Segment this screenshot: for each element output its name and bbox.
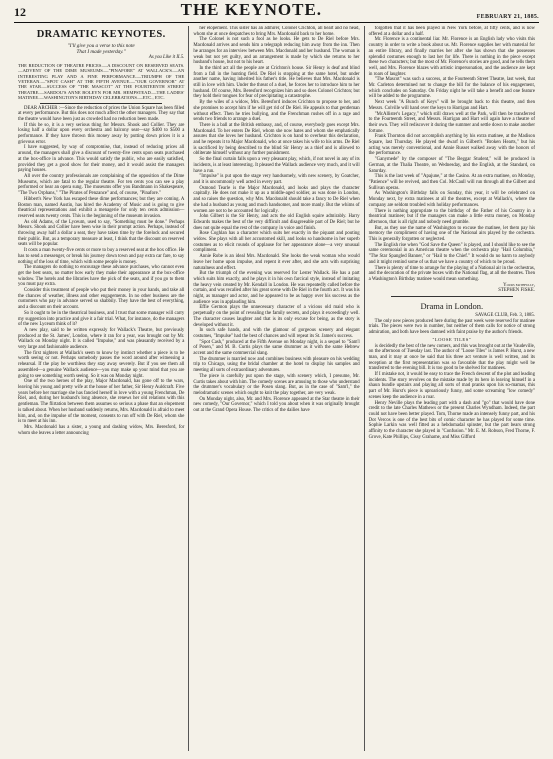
letter-signature: STEPHEN FISKE. — [498, 288, 535, 294]
subheading: "LOOSE TILES" — [432, 336, 472, 342]
london-body-continued — [369, 344, 535, 441]
paragraph: Mr. Florence is a continental liar. Mr. Florence is an English lady who visits this country in order to write a book about us. Mr. Florence supplies her with material for an entire library, and finally marries her after she has shown that she possesses splendid costumes enough to last her for life. There is nothing in the piece except these two characters; but the most of Mr. Florence's stories are good, and he tells them well, and Mrs. Florence blazes with artistic impersonation, and the audience are kept in roars of laughter. — [368, 37, 535, 77]
paragraph: Annie Robe is an ideal Mrs. Macdonald. She looks the weak woman who would leave her home upon impulse, and repent it ever after, and she acts with surprising naturalness and effect. — [193, 254, 360, 271]
paragraph: The English rise when "God Save the Queen" is played, and I should like to see the same ceremonial in an American theatre when the orchestra play "Hail Columbia," "The Star Spangled Banner," or "Hail to the Chief." It would do no harm to anybody and it might remind some of us that we have a country of which to be proud. — [368, 242, 535, 265]
paragraph: is decidedly the best of the new comers, and this was brought out at the Vaudeville, on the afternoon of Tuesday last. The author of "Loose Tiles" is James P. Hurst, a new man, and it may at once be said that his three act venture is well written, and its reception at the first representation was so favorable that the play might well be transferred to the evening bill. It is too good to be shelved for matinees. — [368, 343, 535, 372]
paragraph: Effie Germon plays the unnecessary character of a vicious old maid who is perpetually on the point of revealing the family secrets, and plays it exceedingly well. The character causes laughter and that is its only excuse for being, as the story is developed without it. — [193, 305, 360, 328]
paragraph: her elopement. This sister has an admirer, Colonel Crichton, all heart and no head, whom she at once despatches to bring Mrs. Macdonald back to her home. — [193, 26, 360, 37]
epigraph-line: That I made yesterday." — [76, 49, 126, 55]
column-3 — [364, 26, 539, 751]
column-2 — [188, 26, 363, 751]
paragraph: There is a ball at the British embassy, and, of course, everybody goes except Mrs. Macdonald. To her enters De Riel, whom she now hates and whom she emphatically assures that she loves her husband. Crichton is on hand to overhear this declaration, and he repeats it to Major Macdonald, who at once takes his wife to his arms. De Riel is sacrificed by being described to the blind Sir Henry as a thief and is allowed to obliterate himself without any further punishment. — [193, 122, 360, 157]
paragraph: Frank Thornton did not accomplish anything by his extra matinee, at the Madison Square, last Thursday. He played the dwarf in Gilbert's "Broken Hearts," but his acting was merely conventional, and Annie Russet walked away with the honors of the performance. — [368, 134, 535, 157]
paragraph: The drummer is married now and combines business with pleasure on his wedding trip to Chicago, using the bridal chamber at the hotel to display his samples and meeting all sorts of extraordinary adventures. — [193, 356, 360, 374]
paragraph: In such safe hands, and with the glamour of gorgeous scenery and elegant costumes, "Impulse" had the best of chances and will repeat its St. James's success. — [193, 328, 360, 339]
paragraph: DEAR ARCHER :—Since the reduction of prices the Union Square has been filled at every performance. But this does not much affect the other managers. They say that the theatre would have been just as crowded had no reduction been made. — [18, 105, 185, 122]
paragraph: "The Mascot" was such a success, at the Fourteenth Street Theatre, last week, that Mr. Carleton determined not to change the bill for the balance of his engagement, which concludes on Saturday. On Friday night he will take a benefit and one feature will be added to the programme. — [368, 77, 535, 100]
column-1-body — [18, 106, 184, 437]
paragraph: There is nothing appropriate to the birthday of the Father of his Country in a theatrical matinee; but if the managers can make a little extra money, on Monday afternoon, that is all right and nobody need grumble. — [368, 208, 535, 225]
paragraph: "McAllister's Legacy," which still draws well at the Park, will then be transferred to the Fourteenth Street, and Messrs. Harrigan and Hart will again have a theatre of their own. They will rediscover it during the summer and settle down to make another fortune. — [368, 111, 535, 134]
section-title: DRAMATIC KEYNOTES. — [36, 29, 166, 40]
epigraph-line: "I'll give you a verse to this note — [67, 43, 135, 49]
paragraph: John Gilbert is the Sir Henry, and acts the old English squire admirably. Harry Edwards makes the best of the very difficult and disagreeable part of De Riel; but he does not quite equal the rest of the company in voice and finish. — [193, 214, 360, 231]
section-title-drama-in-london: Drama in London. — [420, 301, 484, 312]
paragraph: "Spot Cash," produced at the Fifth Avenue on Monday night, is a sequel to "Sam'l of Posen," and M. B. Curtis plays the same drummer as it with the same Hebrew accent and the same commercial slang. — [193, 339, 360, 357]
paragraph: If I mistake not, it would be easy to trace the French descent of the plot and leading incidents. The story revolves on the mistake made by its hero in leaving himself in a shaun bundle upstairs and playing all sorts of mad pranks upon his so-mamas, this part of Mr. Hurst's piece is uproariously funny, and some screaming "low comedy" scenes keep the audience in a roar. — [368, 372, 535, 400]
issue-date: FEBRUARY 21, 1885. — [476, 14, 539, 20]
paragraph: "Impulse" is put upon the stage very handsomely, with new scenery, by Goatcher, and it is uncommonly well acted in every part. — [193, 174, 360, 185]
paragraph: Rose Coghlan has a character which suits her exactly in the piquant and pouting widow. She plays with all her accustomed skill, and looks so handsome in her superb costumes as to elicit rounds of applause for her appearance alone—a very unusual compliment. — [193, 231, 360, 254]
paragraph: In the third act all the people are at Crichton's house. Sir Henry is deaf and blind from a fall in the hunting field. De Riel is stopping at the same hotel, but under another name, having inherited his father's title. He believes that Mrs. Macdonald is still in love with him. Under the threat of a duel, he forces her to introduce him to her husband. Of course, Mrs. Beresford recognizes him and so does Colonel Crichton; but they hold their tongues for fear of precipitating a catastrophe. — [193, 65, 360, 100]
paragraph: Mrs. Macdonald has a sister, a young and dashing widow, Mrs. Beresford, for whom she leaves a letter announcing — [18, 424, 185, 436]
paragraph: So it ought to be in the theatrical business, and I trust that some manager will carry my suggestion into practice and give it a fair trial. What, for instance, do the managers of the new Lyceum think of it? — [18, 310, 185, 328]
paragraph: Hibbert's New York has escaped these dime performances; but they are coming. A Boston man, named Austin, has hired the Academy of Music and is going to give theatrical representations and exhibit a menagerie for only ten cents admission—reserved seats twenty cents. This is the beginning of the museum invasion. — [18, 196, 185, 219]
london-body — [369, 319, 535, 336]
paragraph: On Monday night, also, Mr. and Mrs. Florence appeared at the Star theatre in their new comedy, "Our Governor," which I told you about when it was originally brought out at the Grand Opera House. The critics of the dailies have — [193, 396, 360, 414]
paragraph: All over the country professionals are complaining of the opposition of the Dime Museums, which are fatal to the regular theatre. For ten cents you can see a play performed or hear an opera sung. The museums offer you Bandmann in Shakespeare, "The Two Orphans," "The Pirates of Penzance" and, of course, "Pinafore." — [18, 173, 185, 197]
paragraph: Henry Neville plays the leading part with a dash and "go" that would have done credit to the late Charles Mathews or the present Charles Wyndham. Indeed, the part could not have been better played. Tom, Thorne made an intensely funny part, and his Dot Vercos is one of the best bits of comic character he has played for some time. Sophie Larkin was well fitted as a hebdomadal spinster, but the part bears strong affinity to the character she played in "Confusion." Mr. E. M. Robson, Fred Thorne, F. Grove, Kate Phillips, Cissy Grahame, and Miss Gifford — [368, 400, 535, 440]
paragraph: The Colonel is not such a fool as he looks. He gets to De Riel before Mrs. Macdonald arrives and sends him a telegraph reducing him away from the inn. Then he arranges for an interview between Mrs. Macdonald and her husband. The woman is weak but not yet guilty, and an arrangement is made by which she returns to her husband's house, but not to his heart. — [193, 37, 360, 66]
section-summary: THE REDUCTION OF THEATRE PRICES.—A DISCOUNT ON RESERVED SEATS.—ADVENT OF THE DIME MUSEUMS.—"PINAFORE" AT WALLACK'S.—AN INTERESTING PLAY AND A FINE PERFORMANCE.—TRIUMPH OF THE VETERAN.—"SPOT CASH" AT THE FIFTH AVENUE.—"OUR GOVERNOR" AT THE STAR.—SUCCESS OF "THE MASCOT" AT THE FOURTEENTH STREET THEATRE.—SARDOU'S ANNE BOLEYN FOR MR. HEMPSTEAD.—THE LADIES' MATINEE.—WASHINGTON'S BIRTHDAY CELEBRATIONS.—ETC., ETC. — [18, 62, 185, 101]
page-number: 12 — [14, 5, 26, 19]
paragraph: The only new pieces produced here during the past week were reserved for matinee trials. The pieces were two in number, but neither of them calls for notice of strong admiration, and both have been damned with faint praise by the author's friends. — [368, 318, 535, 336]
epigraph-source: As you Like it II.5. — [148, 55, 185, 60]
paragraph: Next week "A Bunch of Keys" will be brought back to this theatre, and then Messrs. Colville will hand over the keys to Harrigan and Hart. — [368, 100, 535, 111]
paragraph: A new play, said to be written expressly for Wallack's Theatre, but previously produced at the St. James', London, where it ran for a year, was brought out by Mr. Wallack on Monday night. It is called "Impulse," and was pleasantly received by a very large and fashionable audience. — [18, 327, 185, 351]
paragraph: It costs a man twenty-five cents or more to buy a reserved seat at the box office. He has to send a messenger, or break his journey down town and pay extra car fare, to say nothing of the loss of time, which with some people is money. — [18, 248, 185, 265]
newspaper-title: THE KEYNOTE. — [180, 0, 323, 19]
paragraph: Osmond Tearle is the Major Macdonald, and looks and plays the character capitally. He does not make it up as a middle-aged soldier, as was done in London, and so raises the question, why Mrs. Macdonald should take a fancy to De Riel when she had a husband as young and much handsomer, and more manly. But the whims of women are not to be accounted for logically. — [193, 185, 360, 214]
paragraph: Consider this treatment of people who put their money in your hands, and take all the chances of weather, illness and other engagements. In no other business are the customers who pay in advance served so shabbily. They have the best of everything, and a discount on their account. — [18, 288, 185, 311]
paragraph: If this be so, it is a very serious thing for Messrs. Shook and Collier. They are losing half a dollar upon every orchestra and balcony seat—say $400 to $500 a performance. If they have thrown this money away by putting down prices it is a grievous error. — [18, 122, 185, 145]
column-1 — [14, 26, 188, 751]
paragraph: This is the last week of "Apajune," at the Casino. At an extra matinee, on Monday, "Patience" will be revived, and then Col. McCaull will run through all the Gilbert and Sullivan operas. — [368, 174, 535, 191]
letter-closing: Yours faithfully, — [503, 282, 535, 288]
paragraph: But the triumph of the evening was reserved for Lester Wallack. He has a part which suits him exactly, and he plays it in his own farcical style, instead of imitating the heavy vein created by Mr. Kendall in London. He was repeatedly called before the curtain, and was recalled after his great scene with De Riel in the fourth act. It was his night, as manager and actor, and he appeared to be as happy over his success as the audience was in applauding him. — [193, 271, 360, 305]
column-3-body — [369, 26, 535, 283]
article-columns — [14, 26, 539, 751]
paragraph: forgotten that it has been played in New York before, at fifty cents, and is now offered at a dollar and a half. — [368, 26, 535, 37]
dateline: SAVAGE CLUB, Feb. 3, 1885. — [475, 313, 535, 319]
divider — [40, 103, 162, 104]
paragraph: As old Adams, of the Lyceum, used to say, "Something must be done." Perhaps Messrs. Shook and Collier have been wise in their prompt action. Perhaps, instead of throwing away half a dollar a seat, they have taken time by the forelock and secured their public. But, as a temporary measure at least, I think that the discount on reserved seats will be popular. — [18, 219, 185, 248]
header-rule — [14, 22, 539, 23]
paragraph: There is plenty of time to arrange for the playing of a National air in the orchestras, and the decoration of the private boxes with the National flag, at all the theatres. Then a Washington's Birthday matinee would mean something. — [368, 265, 535, 282]
divider — [391, 296, 513, 297]
paragraph: I have suggested, by way of compromise, that, instead of reducing prices all around, the managers shall give a discount of twenty-five cents upon seats purchased at the box-office in advance. This would satisfy the public, who are easily satisfied, provided they get a good show for their money, and it would assist the managers paying houses. — [18, 145, 185, 174]
paragraph: But, as they use the name of Washington to excuse the matinee, let them pay his memory the compliment of having one of the National airs played by the orchestra. This is generally forgotten or neglected. — [368, 225, 535, 243]
column-2-body — [193, 26, 359, 414]
paragraph: The managers do nothing to encourage these advance purchases, who cannot even get the best seats, no matter how early they make their appearance at the box-office window. The hotels and the libraries have the pick of the seats, and if you go to them you must pay extra. — [18, 265, 185, 288]
paragraph: So the final curtain falls upon a very pleasant play, which, if not novel in any of its incidents, is at least interesting. It pleased the Wallack audience very much, and it will have a run. — [193, 157, 360, 174]
paragraph: "Ganymede" by the composer of "The Beggar Student," will be produced in German, at the Thalia Theatre, on Wednesday, and the English, at the Standard, on Saturday. — [368, 157, 535, 174]
paragraph: One of the two heroes of the play, Major Macdonald, has gone off to the wars, leaving his young and pretty wife at the house of her father, Sir Henry Auldcraft. Five years before her marriage she has fancied herself in love with a young Frenchman, De Riel, and, during her husband's long absence, she renews her old relations with this gentleman. The flirtation between them assumes so serious a phase that an elopement is talked about. When her husband suddenly returns, Mrs. Macdonald is afraid to meet him, and, on the impulse of the moment, consents to run off with De Riel, whom she is to meet at his inn. — [18, 379, 185, 425]
page-header — [14, 0, 539, 20]
paragraph: The piece is carefully put upon the stage, with scenery which, I presume, Mr. Curtis takes about with him. The comedy scenes are amusing to those who understand the drummer's vocabulary or the Posen slang. But, as in the case of "Sam'l," the melodramatic scenes which ought to knit the play together, are very weak. — [193, 373, 360, 396]
paragraph: As Washington's Birthday falls on Sunday, this year, it will be celebrated on Monday next, by extra matinees at all the theatres, except at Wallack's, where the company are seldom troubled with holiday performances. — [368, 191, 535, 208]
paragraph: The first nighters at Wallack's seem to know by instinct whether a piece is to be worth seeing or not. Perhaps somebody passes the word around after witnessing a rehearsal. If the play be worthless they stay away severely. But if you see them all assembled—a genuine Wallack audience—you may make up your mind that you are going to see something worth seeing. So it was on Monday night. — [18, 350, 185, 379]
paragraph: By the wiles of a widow, Mrs. Beresford induces Crichton to propose to her, and she promises to accept him if he will get rid of De Riel. He appeals to that gentleman without effect. Then he tries bullying, and the Frenchman rushes off in a rage and sends two friends to arrange a duel. — [193, 100, 360, 123]
